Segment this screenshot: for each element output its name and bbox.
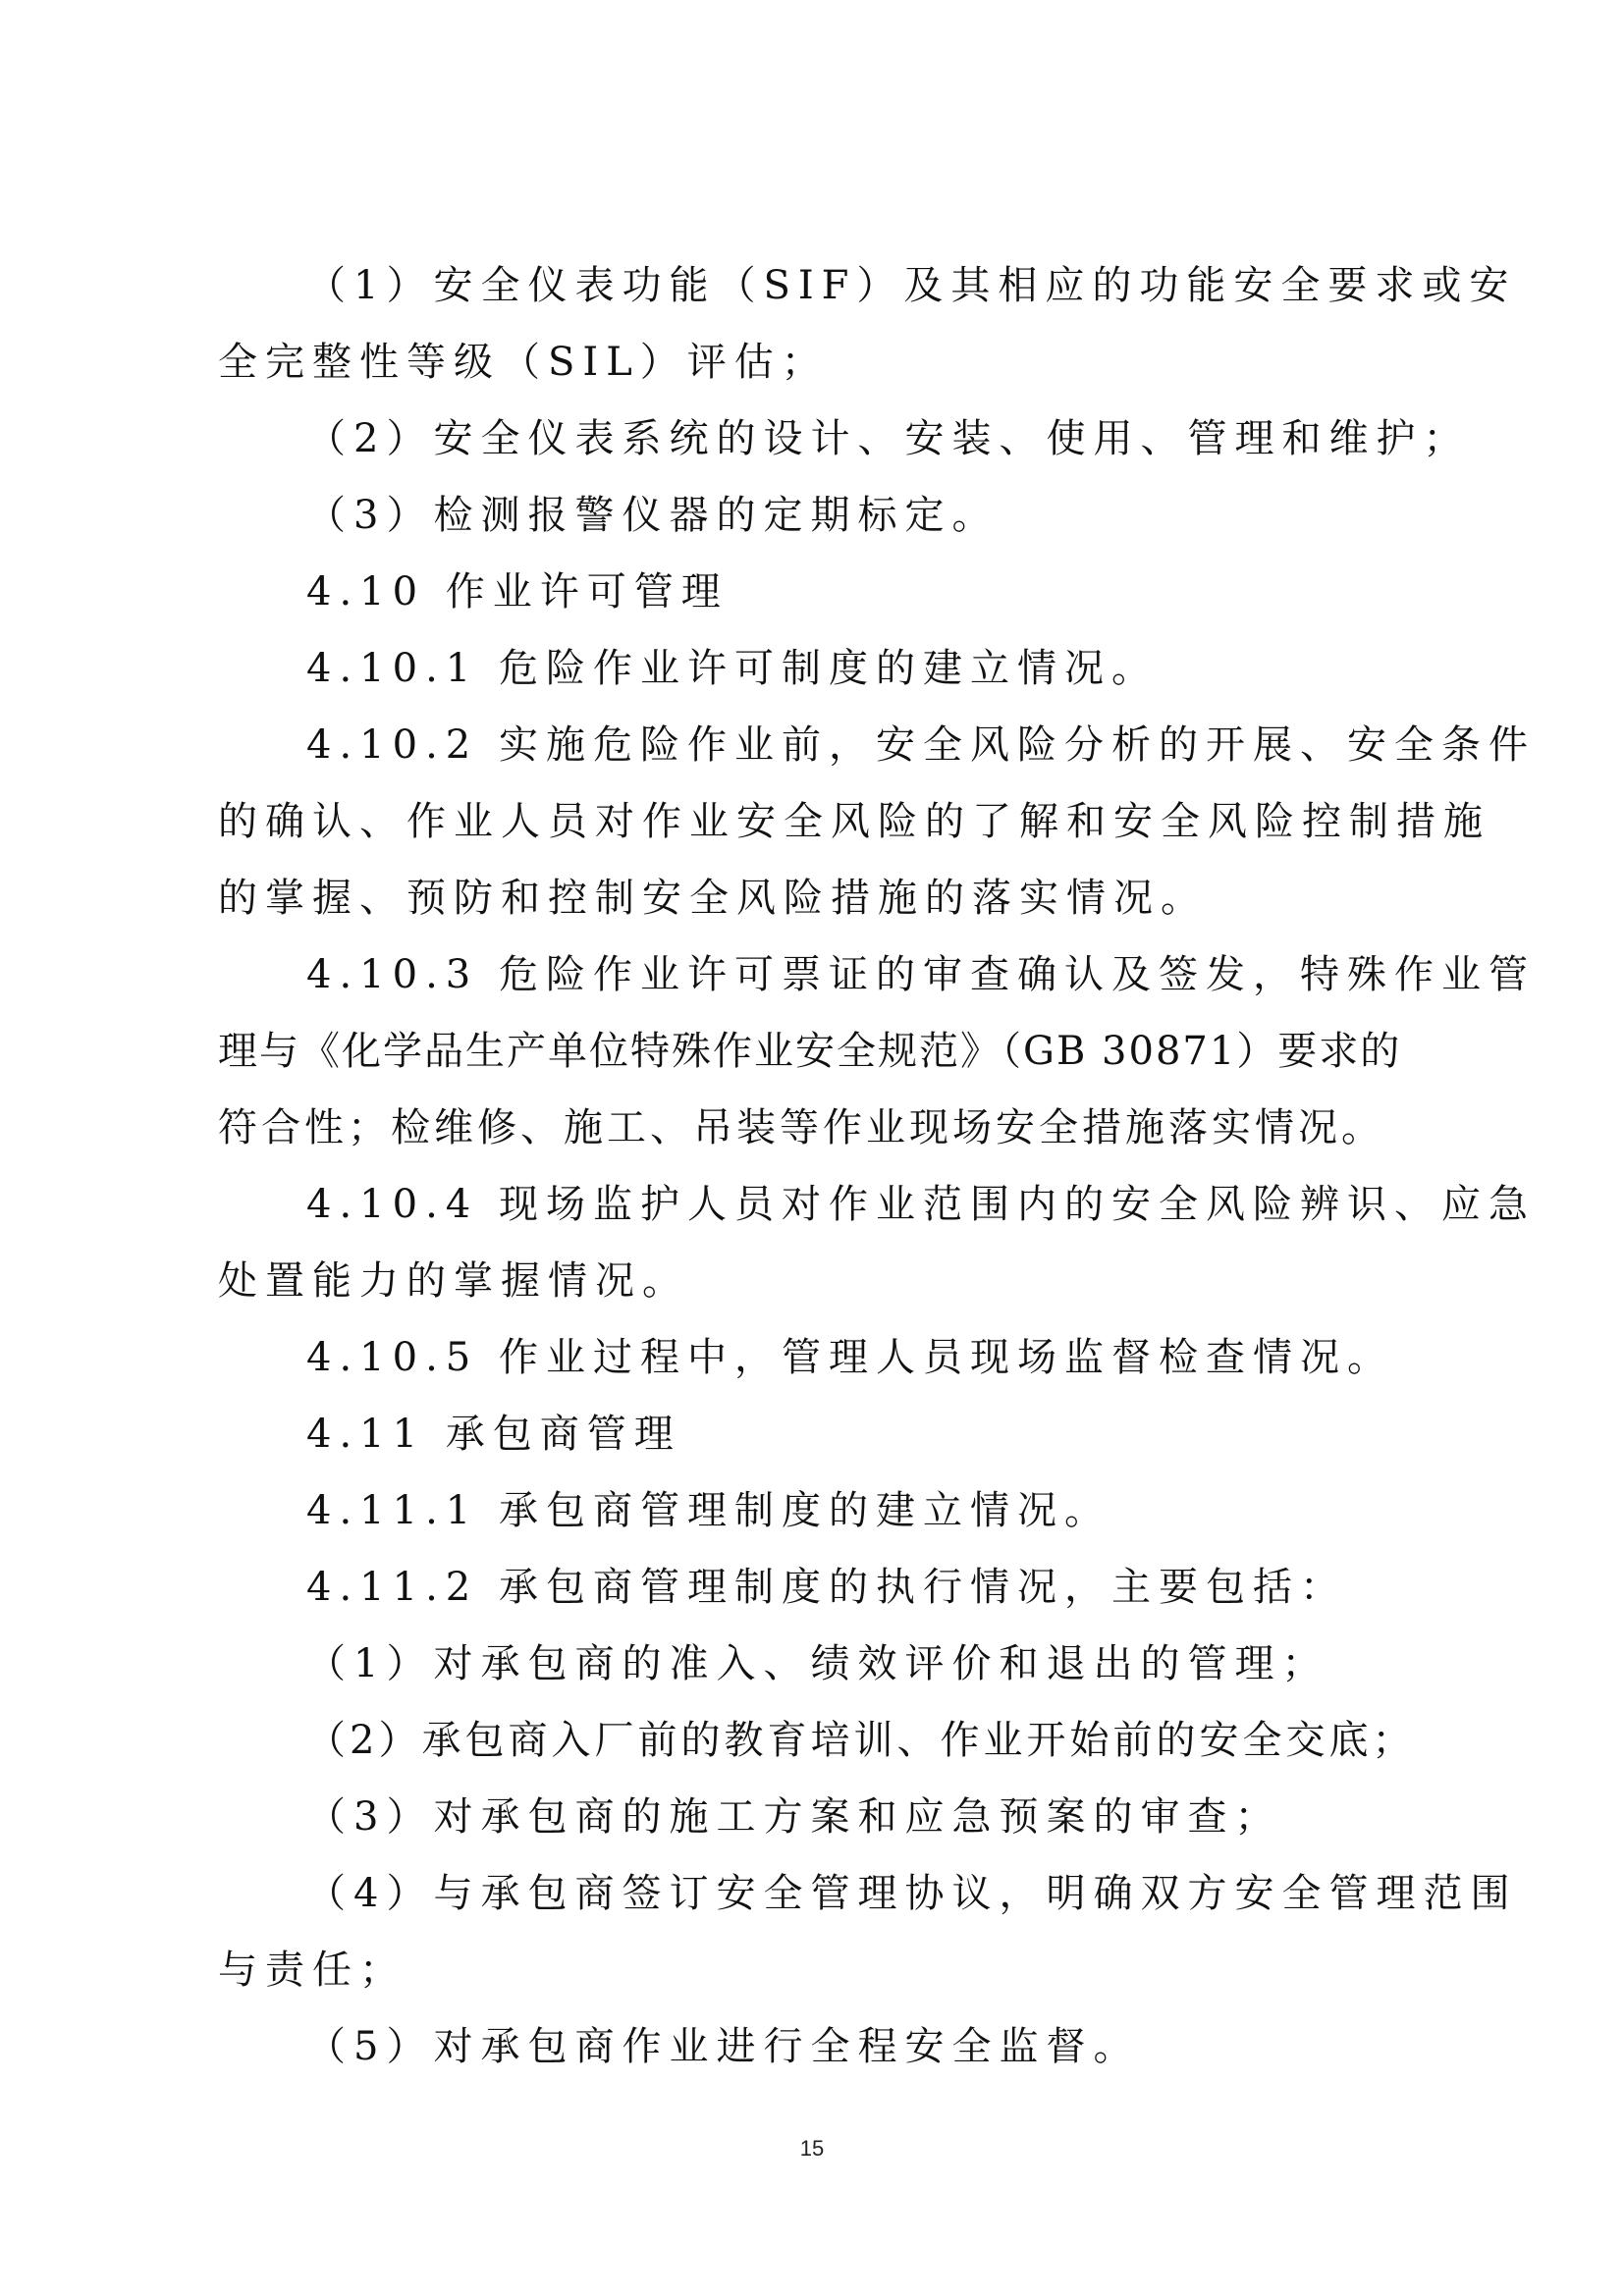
text-line: 4.11.1 承包商管理制度的建立情况。 <box>306 1488 1111 1533</box>
list-item: （4）与承包商签订安全管理协议，明确双方安全管理范围 <box>306 1871 1518 1916</box>
section-heading: 4.11 承包商管理 <box>306 1412 681 1457</box>
text-line: 的确认、作业人员对作业安全风险的了解和安全风险控制措施 <box>218 799 1490 844</box>
document-body <box>218 247 1536 2085</box>
text-line: 处置能力的掌握情况。 <box>218 1258 689 1304</box>
text-line: 4.10.2 实施危险作业前，安全风险分析的开展、安全条件 <box>306 722 1536 768</box>
text-line: （1）安全仪表功能（SIF）及其相应的功能安全要求或安 <box>306 263 1517 308</box>
text-line: 4.10.1 危险作业许可制度的建立情况。 <box>306 646 1159 691</box>
text-line: 4.10.4 现场监护人员对作业范围内的安全风险辨识、应急 <box>306 1182 1536 1227</box>
list-item: （5）对承包商作业进行全程安全监督。 <box>306 2024 1141 2069</box>
text-line: 4.10.3 危险作业许可票证的审查确认及签发，特殊作业管 <box>306 952 1536 997</box>
text-line: （2）安全仪表系统的设计、安装、使用、管理和维护； <box>306 416 1471 461</box>
text-line: （3）检测报警仪器的定期标定。 <box>306 493 1000 538</box>
text-line: 与责任； <box>218 1948 406 1993</box>
text-line: 4.10.5 作业过程中，管理人员现场监督检查情况。 <box>306 1335 1394 1380</box>
text-line: 全完整性等级（SIL）评估； <box>218 340 829 385</box>
list-item: （3）对承包商的施工方案和应急预案的审查； <box>306 1794 1282 1840</box>
text-line: 的掌握、预防和控制安全风险措施的落实情况。 <box>218 876 1208 921</box>
list-item: （1）对承包商的准入、绩效评价和退出的管理； <box>306 1641 1329 1686</box>
text-line: 符合性；检维修、施工、吊装等作业现场安全措施落实情况。 <box>218 1105 1384 1150</box>
text-line: 4.11.2 承包商管理制度的执行情况，主要包括： <box>306 1565 1347 1610</box>
page-number: 15 <box>799 2136 825 2161</box>
section-heading: 4.10 作业许可管理 <box>306 569 729 614</box>
text-line: 理与《化学品生产单位特殊作业安全规范》（GB 30871）要求的 <box>218 1029 1402 1074</box>
list-item: （2）承包商入厂前的教育培训、作业开始前的安全交底； <box>306 1718 1416 1763</box>
